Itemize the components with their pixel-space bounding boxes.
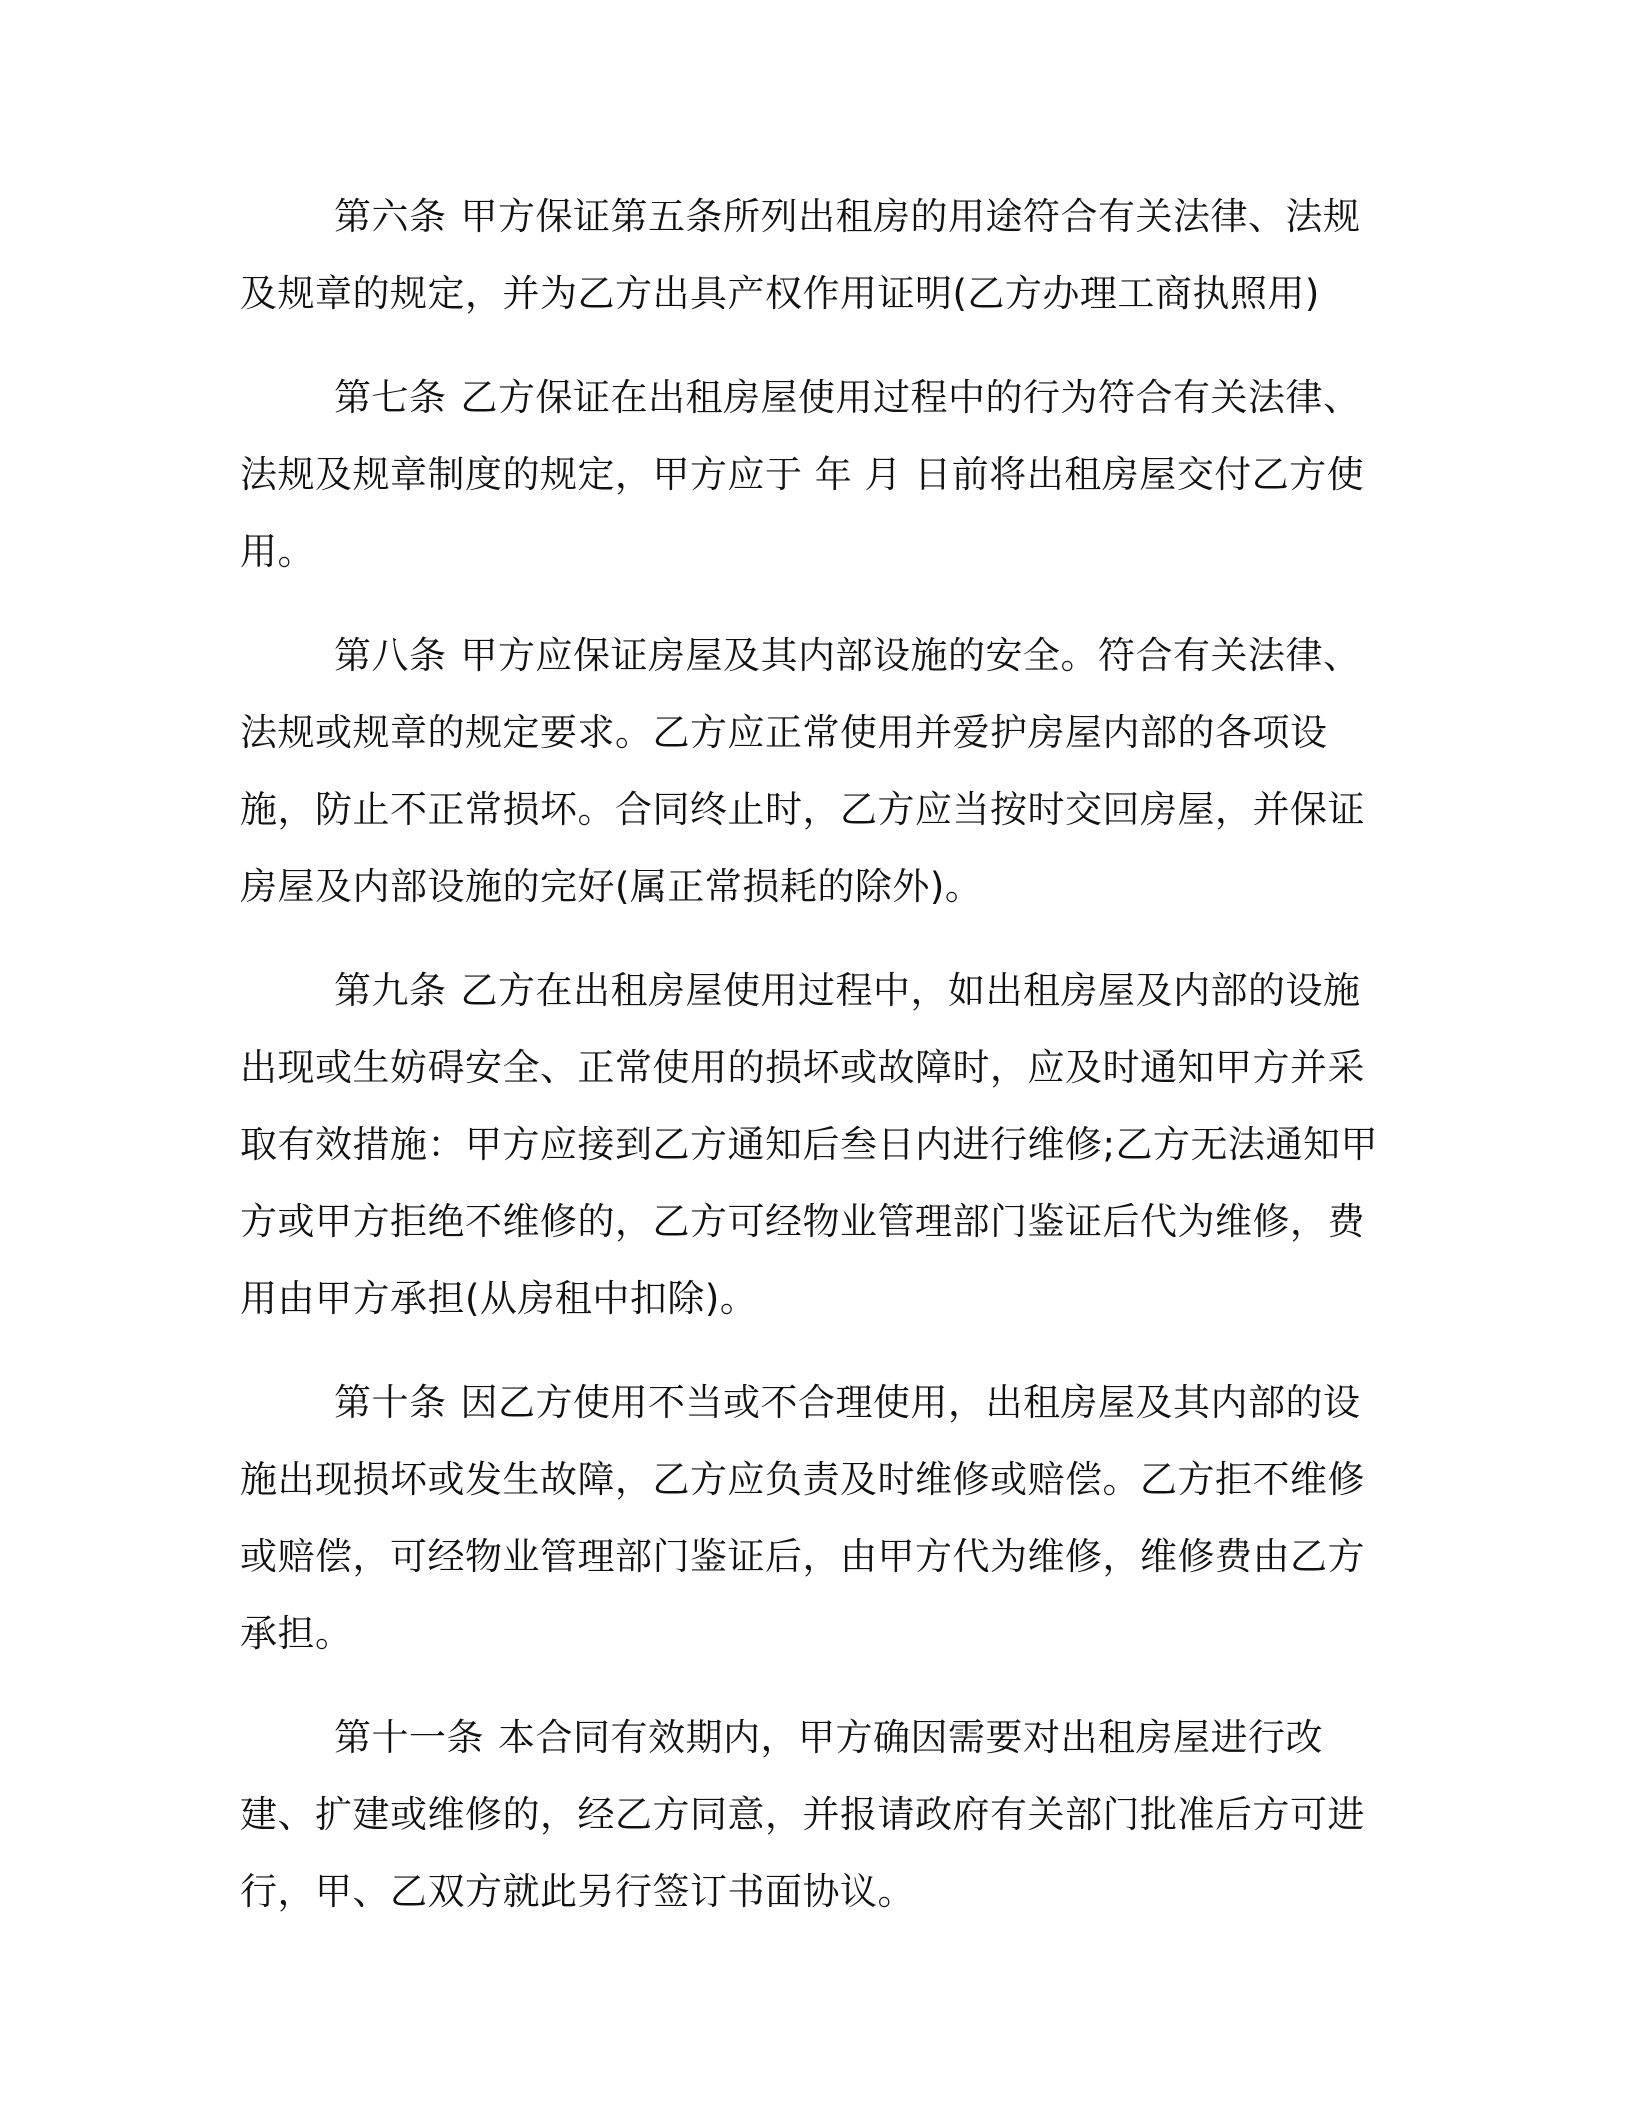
article-11 [240, 1699, 1390, 1930]
article-9 [240, 952, 1390, 1337]
document-body [240, 178, 1390, 1930]
article-6 [240, 178, 1390, 332]
article-text: 甲方保证第五条所列出租房的用途符合有关法律、法规及规章的规定，并为乙方出具产权作用证明(乙方办理工商执照用) [240, 195, 1361, 315]
article-text: 甲方应保证房屋及其内部设施的安全。符合有关法律、法规或规章的规定要求。乙方应正常使用并爱护房屋内部的各项设施，防止不正常损坏。合同终止时，乙方应当按时交回房屋，并保证房屋及内部设施的完好(属正常损耗的除外)。 [240, 634, 1365, 908]
article-number: 第十一条 [334, 1716, 484, 1759]
article-7 [240, 359, 1390, 590]
article-10 [240, 1364, 1390, 1672]
article-text: 乙方保证在出租房屋使用过程中的行为符合有关法律、法规及规章制度的规定，甲方应于 年 月 日前将出租房屋交付乙方使用。 [240, 376, 1365, 573]
article-8 [240, 617, 1390, 925]
article-text: 乙方在出租房屋使用过程中，如出租房屋及内部的设施出现或生妨碍安全、正常使用的损坏或故障时，应及时通知甲方并采取有效措施：甲方应接到乙方通知后叁日内进行维修;乙方无法通知甲方或甲方拒绝不维修的，乙方可经物业管理部门鉴证后代为维修，费用由甲方承担(从房租中扣除)。 [240, 969, 1378, 1320]
article-text: 因乙方使用不当或不合理使用，出租房屋及其内部的设施出现损坏或发生故障，乙方应负责及时维修或赔偿。乙方拒不维修或赔偿，可经物业管理部门鉴证后，由甲方代为维修，维修费由乙方承担。 [240, 1381, 1365, 1655]
article-text: 本合同有效期内，甲方确因需要对出租房屋进行改建、扩建或维修的，经乙方同意，并报请政府有关部门批准后方可进行，甲、乙双方就此另行签订书面协议。 [240, 1716, 1365, 1913]
article-number: 第七条 [334, 376, 447, 419]
article-number: 第八条 [334, 634, 447, 677]
article-number: 第十条 [334, 1381, 447, 1424]
article-number: 第六条 [334, 195, 447, 238]
article-number: 第九条 [334, 969, 447, 1012]
